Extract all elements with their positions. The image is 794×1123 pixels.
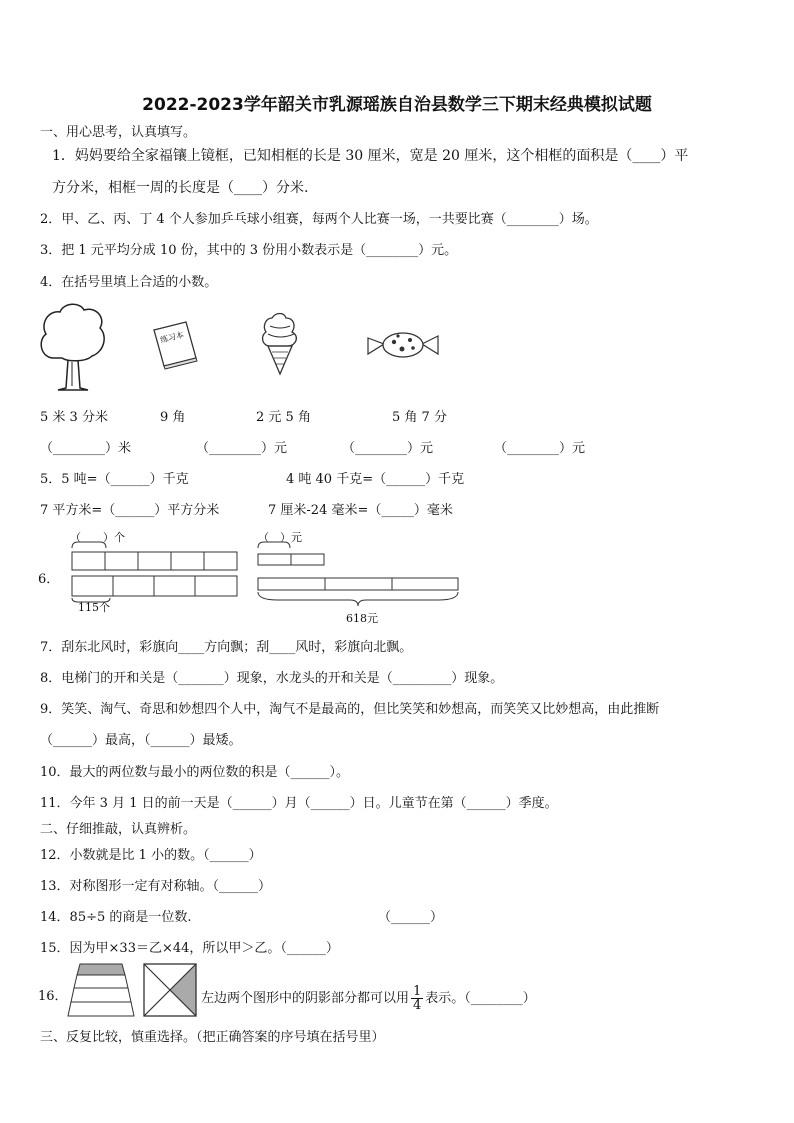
fraction-numerator: 1 <box>413 984 422 999</box>
question-16-text-a: 左边两个图形中的阴影部分都可以用 <box>201 991 410 1006</box>
question-16-text-b: 表示。（________） <box>425 991 536 1006</box>
question-11: 11．今年 3 月 1 日的前一天是（______）月（______）日。儿童节在第（______）季度。 <box>40 796 558 811</box>
question-8: 8．电梯门的开和关是（_______）现象，水龙头的开和关是（_________）现象。 <box>40 671 504 686</box>
question-7: 7．刮东北风时，彩旗向____方向飘；刮____风时，彩旗向北飘。 <box>40 640 413 655</box>
one-quarter-fraction <box>411 985 423 1012</box>
q6-right-bottom-label: 618元 <box>346 612 378 625</box>
question-3: 3．把 1 元平均分成 10 份，其中的 3 份用小数表示是（________）元。 <box>40 243 458 258</box>
question-12: 12．小数就是比 1 小的数。（______） <box>40 848 262 863</box>
section-1-heading: 一、用心思考，认真填写。 <box>40 125 197 140</box>
q4-item-1-answer: （________）米 <box>40 441 132 456</box>
question-13: 13．对称图形一定有对称轴。（______） <box>40 879 272 894</box>
fraction-denominator: 4 <box>413 998 422 1013</box>
question-5b: 4 吨 40 千克=（______）千克 <box>286 472 465 487</box>
page-title: 2022-2023学年韶关市乳源瑶族自治县数学三下期末经典模拟试题 <box>142 95 652 115</box>
notebook-label: 练习本 <box>159 330 185 345</box>
question-16-label: 16． <box>38 989 68 1004</box>
q6-left-top-label: （ ）个 <box>70 531 125 544</box>
question-2: 2．甲、乙、丙、丁 4 个人参加乒乓球小组赛，每两个人比赛一场，一共要比赛（________）场。 <box>40 212 598 227</box>
question-14: 14．85÷5 的商是一位数. <box>40 910 192 925</box>
ice-cream-icon <box>258 310 302 376</box>
question-9-line-2: （______）最高，（______）最矮。 <box>40 733 242 748</box>
q4-item-3-answer: （________）元 <box>342 441 434 456</box>
question-5a: 5．5 吨=（______）千克 <box>40 472 189 487</box>
q4-item-4-value: 5 角 7 分 <box>392 410 447 425</box>
question-15: 15．因为甲×33＝乙×44，所以甲＞乙。（______） <box>40 941 339 956</box>
tree-icon <box>38 300 108 392</box>
question-1-line-2: 方分米，相框一周的长度是（____）分米. <box>52 180 309 196</box>
question-1-line-1: 1．妈妈要给全家福镶上镜框，已知相框的长是 30 厘米，宽是 20 厘米，这个相框的面积是（____）平 <box>52 148 689 164</box>
candy-icon <box>366 330 440 360</box>
question-5d: 7 厘米-24 毫米=（_____）毫米 <box>268 503 453 518</box>
question-14-blank: （______） <box>378 910 444 925</box>
q4-item-1-value: 5 米 3 分米 <box>40 410 108 425</box>
notebook-icon <box>150 320 200 370</box>
question-4: 4．在括号里填上合适的小数。 <box>40 275 218 290</box>
question-9-line-1: 9．笑笑、淘气、奇思和妙想四个人中，淘气不是最高的，但比笑笑和妙想高，而笑笑又比妙想高，由此推断 <box>40 702 660 717</box>
question-5c: 7 平方米=（______）平方分米 <box>40 503 220 518</box>
question-16-text <box>201 985 536 1012</box>
q6-right-bar-diagram <box>254 538 464 608</box>
q6-left-bottom-label: 115个 <box>78 601 110 614</box>
section-3-heading: 三、反复比较，慎重选择。（把正确答案的序号填在括号里） <box>40 1030 385 1045</box>
section-2-heading: 二、仔细推敲，认真辨析。 <box>40 822 197 837</box>
square-diagonals-figure <box>142 962 198 1018</box>
trapezoid-figure <box>66 962 136 1018</box>
q4-item-4-answer: （________）元 <box>494 441 586 456</box>
question-6-label: 6． <box>38 572 60 587</box>
q4-item-2-value: 9 角 <box>160 410 186 425</box>
q6-right-top-label: （ ）元 <box>258 531 302 544</box>
question-10: 10．最大的两位数与最小的两位数的积是（______）。 <box>40 765 350 780</box>
q4-item-2-answer: （________）元 <box>196 441 288 456</box>
q6-left-bar-diagram <box>66 538 242 604</box>
q4-item-3-value: 2 元 5 角 <box>256 410 311 425</box>
